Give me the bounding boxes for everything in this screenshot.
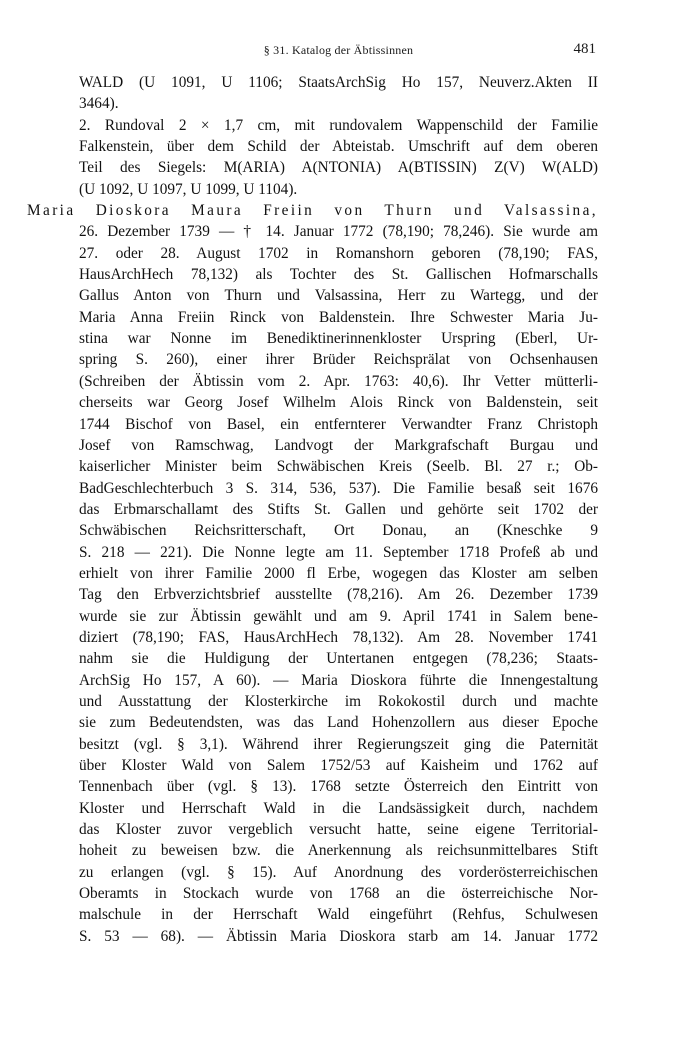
text-line: und Ausstattung der Klosterkirche im Rokokostil durch und machte bbox=[79, 692, 598, 710]
text-line: kaiserlicher Minister beim Schwäbischen Kreis (Seelb. Bl. 27 r.; Ob- bbox=[79, 458, 598, 476]
page-number: 481 bbox=[573, 41, 596, 57]
text-line: zu erlangen (vgl. § 15). Auf Anordnung des vorderösterreichischen bbox=[79, 863, 598, 881]
text-line: stina war Nonne im Benediktinerinnenkloster Urspring (Eberl, Ur- bbox=[79, 330, 598, 348]
text-line: S. 218 — 221). Die Nonne legte am 11. September 1718 Profeß ab und bbox=[79, 543, 598, 561]
text-line: Schwäbischen Reichsritterschaft, Ort Donau, an (Kneschke 9 bbox=[79, 522, 598, 540]
text-line: spring S. 260), einer ihrer Brüder Reichsprälat von Ochsenhausen bbox=[79, 351, 598, 369]
text-line: HausArchHech 78,132) als Tochter des St. Gallischen Hofmarschalls bbox=[79, 266, 598, 284]
text-line: 27. oder 28. August 1702 in Romanshorn geboren (78,190; FAS, bbox=[79, 244, 598, 262]
text-line: Maria Anna Freiin Rinck von Baldenstein. Ihre Schwester Maria Ju- bbox=[79, 308, 598, 326]
text-line: Oberamts in Stockach wurde von 1768 an die österreichische Nor- bbox=[79, 885, 598, 903]
text-line: cherseits war Georg Josef Wilhelm Alois Rinck von Baldenstein, seit bbox=[79, 394, 598, 412]
body-text bbox=[27, 72, 598, 947]
text-line: Josef von Ramschwag, Landvogt der Markgrafschaft Burgau und bbox=[79, 436, 598, 454]
text-line: 2. Rundoval 2 × 1,7 cm, mit rundovalem Wappenschild der Familie bbox=[79, 116, 598, 134]
text-line: über Kloster Wald von Salem 1752/53 auf Kaisheim und 1762 auf bbox=[79, 757, 598, 774]
text-line: Tag den Erbverzichtsbrief ausstellte (78,216). Am 26. Dezember 1739 bbox=[79, 586, 598, 604]
text-line: S. 53 — 68). — Äbtissin Maria Dioskora starb am 14. Januar 1772 bbox=[79, 927, 598, 945]
text-line: das Kloster zuvor vergeblich versucht hatte, seine eigene Territorial- bbox=[79, 821, 598, 839]
text-line: malschule in der Herrschaft Wald eingeführt (Rehfus, Schulwesen bbox=[79, 906, 598, 924]
text-line: Falkenstein, über dem Schild der Abteistab. Umschrift auf dem oberen bbox=[79, 138, 598, 156]
text-line: 3464). bbox=[79, 95, 119, 113]
text-line: Gallus Anton von Thurn und Valsassina, Herr zu Wartegg, und der bbox=[79, 287, 598, 305]
text-line: hoheit zu beweisen bzw. die Anerkennung als reichsunmittelbares Stift bbox=[79, 842, 598, 860]
text-line: wurde sie zur Äbtissin gewählt und am 9. April 1741 in Salem bene- bbox=[79, 607, 598, 625]
text-line: erhielt von ihrer Familie 2000 fl Erbe, wogegen das Kloster am selben bbox=[79, 564, 598, 582]
text-line: (U 1092, U 1097, U 1099, U 1104). bbox=[79, 180, 298, 198]
text-line: 26. Dezember 1739 — † 14. Januar 1772 (78,190; 78,246). Sie wurde am bbox=[79, 223, 598, 241]
text-line: BadGeschlechterbuch 3 S. 314, 536, 537). Die Familie besaß seit 1676 bbox=[79, 479, 598, 497]
text-line: Teil des Siegels: M(ARIA) A(NTONIA) A(BTISSIN) Z(V) W(ALD) bbox=[79, 159, 598, 177]
text-line: das Erbmarschallamt des Stifts St. Gallen und gehörte seit 1702 der bbox=[79, 500, 598, 518]
entry-heading-line: Maria Dioskora Maura Freiin von Thurn und Valsassina, bbox=[27, 202, 598, 220]
text-line: Kloster und Herrschaft Wald in die Landsässigkeit durch, nachdem bbox=[79, 799, 598, 817]
running-head-title: § 31. Katalog der Äbtissinnen bbox=[263, 43, 414, 57]
text-line: sie zum Bedeutendsten, was das Land Hohenzollern aus dieser Epoche bbox=[79, 714, 598, 732]
text-line: (Schreiben der Äbtissin vom 2. Apr. 1763: 40,6). Ihr Vetter mütterli- bbox=[79, 372, 598, 390]
text-line: Tennenbach über (vgl. § 13). 1768 setzte Österreich den Eintritt von bbox=[79, 778, 598, 796]
text-line: besitzt (vgl. § 3,1). Während ihrer Regierungszeit ging die Paternität bbox=[79, 735, 598, 753]
text-line: diziert (78,190; FAS, HausArchHech 78,132). Am 28. November 1741 bbox=[79, 628, 598, 646]
text-line: ArchSig Ho 157, A 60). — Maria Dioskora führte die Innengestaltung bbox=[79, 671, 598, 689]
text-line: nahm sie die Huldigung der Untertanen entgegen (78,236; Staats- bbox=[79, 650, 598, 668]
text-line: WALD (U 1091, U 1106; StaatsArchSig Ho 157, Neuverz.Akten II bbox=[79, 74, 598, 91]
running-head bbox=[79, 41, 598, 61]
text-line: 1744 Bischof von Basel, ein entfernterer Verwandter Franz Christoph bbox=[79, 415, 598, 433]
